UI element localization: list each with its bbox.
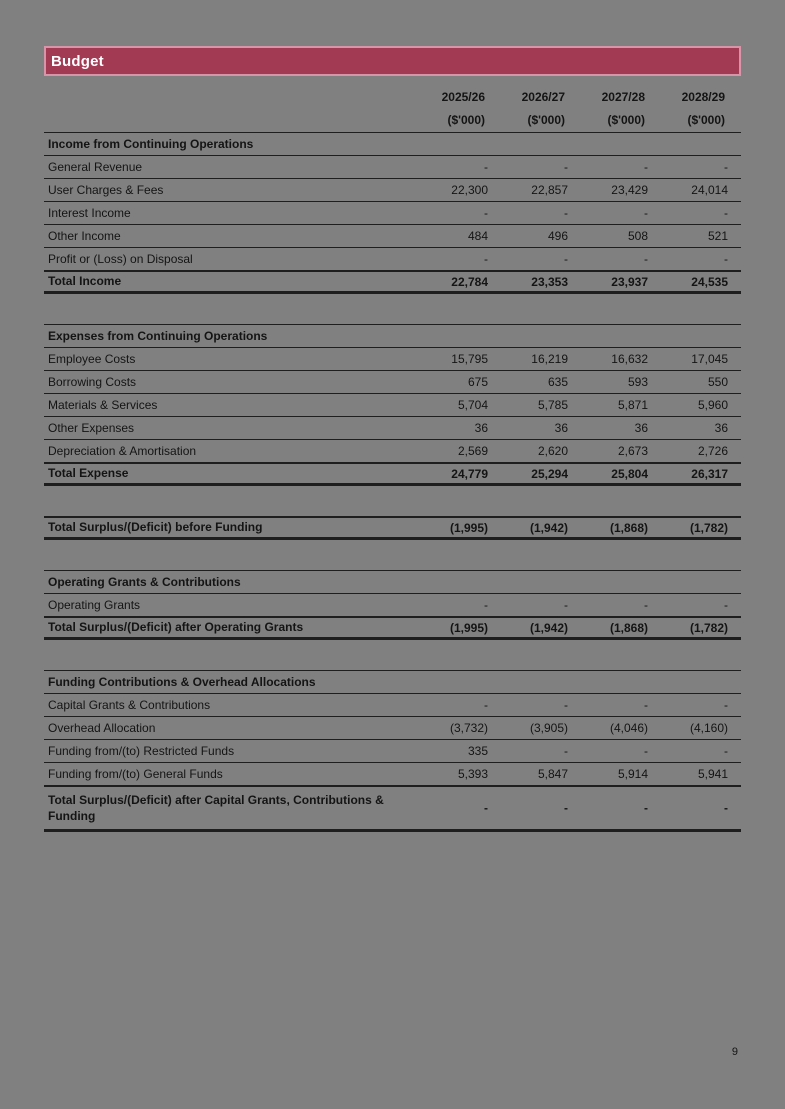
row-value: - [724, 598, 728, 612]
row-value: 5,393 [457, 767, 488, 781]
row-label: Funding from/(to) General Funds [48, 766, 223, 781]
column-year: 2028/29 [681, 90, 725, 104]
table-row [44, 225, 741, 248]
section-header [44, 133, 741, 156]
row-value: 36 [474, 421, 488, 435]
row-label: Total Surplus/(Deficit) before Funding [48, 520, 263, 535]
row-value: - [724, 744, 728, 758]
row-value: - [564, 698, 568, 712]
table-row [44, 348, 741, 371]
row-value: - [564, 252, 568, 266]
row-value: 36 [634, 421, 648, 435]
column-unit: ($'000) [527, 113, 565, 127]
row-value: 2,620 [537, 444, 568, 458]
row-value: (1,942) [529, 620, 568, 635]
row-label: Total Surplus/(Deficit) after Operating Grants [48, 620, 304, 635]
row-value: - [644, 698, 648, 712]
document-page [44, 46, 741, 832]
row-label: Depreciation & Amortisation [48, 443, 197, 458]
table-row [44, 594, 741, 617]
table-row [44, 248, 741, 271]
row-value: 24,535 [691, 274, 728, 289]
row-value: - [484, 598, 488, 612]
row-value: 2,726 [697, 444, 728, 458]
column-header [661, 86, 741, 132]
row-value: 5,871 [617, 398, 648, 412]
row-value: - [724, 206, 728, 220]
row-value: 635 [547, 375, 568, 389]
table-row [44, 440, 741, 463]
table-row [44, 517, 741, 540]
row-value: 550 [707, 375, 728, 389]
table-row [44, 417, 741, 440]
row-value: 5,960 [697, 398, 728, 412]
column-header [501, 86, 581, 132]
row-value: 5,704 [457, 398, 488, 412]
row-label: General Revenue [48, 159, 143, 174]
row-value: 5,941 [697, 767, 728, 781]
row-value: 23,353 [531, 274, 568, 289]
row-label: Employee Costs [48, 351, 136, 366]
row-value: 484 [467, 229, 488, 243]
row-value: - [564, 598, 568, 612]
row-value: - [644, 801, 648, 815]
section-title: Expenses from Continuing Operations [48, 328, 268, 343]
table-section [44, 132, 741, 294]
table-row [44, 694, 741, 717]
row-value: - [644, 206, 648, 220]
row-value: (1,995) [449, 520, 488, 535]
row-value: (4,160) [689, 721, 728, 735]
row-value: 22,784 [451, 274, 488, 289]
page-number: 9 [731, 1046, 738, 1058]
row-value: 521 [707, 229, 728, 243]
row-value: (1,868) [609, 620, 648, 635]
row-value: - [724, 160, 728, 174]
row-label: Funding from/(to) Restricted Funds [48, 743, 235, 758]
column-header [581, 86, 661, 132]
row-value: 15,795 [451, 352, 488, 366]
row-value: - [724, 252, 728, 266]
row-label: Materials & Services [48, 397, 158, 412]
row-value: 5,914 [617, 767, 648, 781]
row-value: - [644, 598, 648, 612]
budget-table [44, 132, 741, 832]
row-value: 496 [547, 229, 568, 243]
row-value: - [724, 801, 728, 815]
table-section [44, 516, 741, 540]
table-section [44, 324, 741, 486]
row-value: 2,569 [457, 444, 488, 458]
row-value: - [484, 252, 488, 266]
row-value: 25,294 [531, 466, 568, 481]
row-value: (4,046) [609, 721, 648, 735]
column-unit: ($'000) [447, 113, 485, 127]
row-value: (3,905) [529, 721, 568, 735]
table-row [44, 717, 741, 740]
row-label: Other Expenses [48, 420, 135, 435]
row-label: Borrowing Costs [48, 374, 137, 389]
table-row [44, 763, 741, 786]
row-value: 2,673 [617, 444, 648, 458]
row-value: (1,782) [689, 620, 728, 635]
row-value: 36 [554, 421, 568, 435]
column-header-spacer [44, 86, 421, 132]
row-value: (3,732) [449, 721, 488, 735]
page-title: Budget [51, 52, 104, 70]
row-value: 24,014 [691, 183, 728, 197]
row-value: 335 [467, 744, 488, 758]
column-unit: ($'000) [687, 113, 725, 127]
column-unit: ($'000) [607, 113, 645, 127]
row-value: 25,804 [611, 466, 648, 481]
row-label: Total Surplus/(Deficit) after Capital Grants, Contributions & Funding [48, 792, 384, 823]
section-header [44, 571, 741, 594]
table-row [44, 271, 741, 294]
row-value: (1,868) [609, 520, 648, 535]
row-value: 26,317 [691, 466, 728, 481]
row-value: - [724, 698, 728, 712]
section-title: Income from Continuing Operations [48, 136, 254, 151]
row-label: Total Income [48, 274, 122, 289]
row-value: 22,857 [531, 183, 568, 197]
row-value: - [484, 206, 488, 220]
row-value: 16,632 [611, 352, 648, 366]
row-value: 17,045 [691, 352, 728, 366]
row-label: User Charges & Fees [48, 182, 164, 197]
row-value: (1,942) [529, 520, 568, 535]
row-value: - [564, 744, 568, 758]
row-value: 24,779 [451, 466, 488, 481]
table-row [44, 179, 741, 202]
column-year: 2026/27 [521, 90, 565, 104]
row-value: 23,937 [611, 274, 648, 289]
row-value: 22,300 [451, 183, 488, 197]
row-label: Other Income [48, 228, 121, 243]
table-section [44, 570, 741, 640]
row-label: Operating Grants [48, 597, 141, 612]
row-value: (1,782) [689, 520, 728, 535]
section-header [44, 671, 741, 694]
row-value: - [484, 801, 488, 815]
table-column-headers [44, 86, 741, 132]
row-value: - [564, 206, 568, 220]
row-value: - [484, 698, 488, 712]
row-value: 593 [627, 375, 648, 389]
row-value: - [644, 744, 648, 758]
row-value: 5,847 [537, 767, 568, 781]
row-value: (1,995) [449, 620, 488, 635]
row-value: 23,429 [611, 183, 648, 197]
column-header [421, 86, 501, 132]
row-label: Overhead Allocation [48, 720, 156, 735]
row-label: Capital Grants & Contributions [48, 697, 211, 712]
section-header [44, 325, 741, 348]
section-title: Funding Contributions & Overhead Allocations [48, 674, 316, 689]
table-row [44, 394, 741, 417]
table-row [44, 786, 741, 832]
table-row [44, 156, 741, 179]
row-value: - [564, 160, 568, 174]
table-row [44, 740, 741, 763]
row-value: 16,219 [531, 352, 568, 366]
row-value: - [484, 160, 488, 174]
row-value: - [644, 252, 648, 266]
column-year: 2027/28 [601, 90, 645, 104]
table-row [44, 202, 741, 225]
column-year: 2025/26 [441, 90, 485, 104]
table-section [44, 670, 741, 832]
row-label: Interest Income [48, 205, 131, 220]
table-row [44, 617, 741, 640]
table-row [44, 463, 741, 486]
budget-header-bar [44, 46, 741, 76]
row-label: Total Expense [48, 466, 129, 481]
section-title: Operating Grants & Contributions [48, 574, 241, 589]
row-label: Profit or (Loss) on Disposal [48, 251, 193, 266]
row-value: 508 [627, 229, 648, 243]
row-value: 5,785 [537, 398, 568, 412]
row-value: - [564, 801, 568, 815]
row-value: 36 [714, 421, 728, 435]
row-value: - [644, 160, 648, 174]
table-row [44, 371, 741, 394]
row-value: 675 [467, 375, 488, 389]
